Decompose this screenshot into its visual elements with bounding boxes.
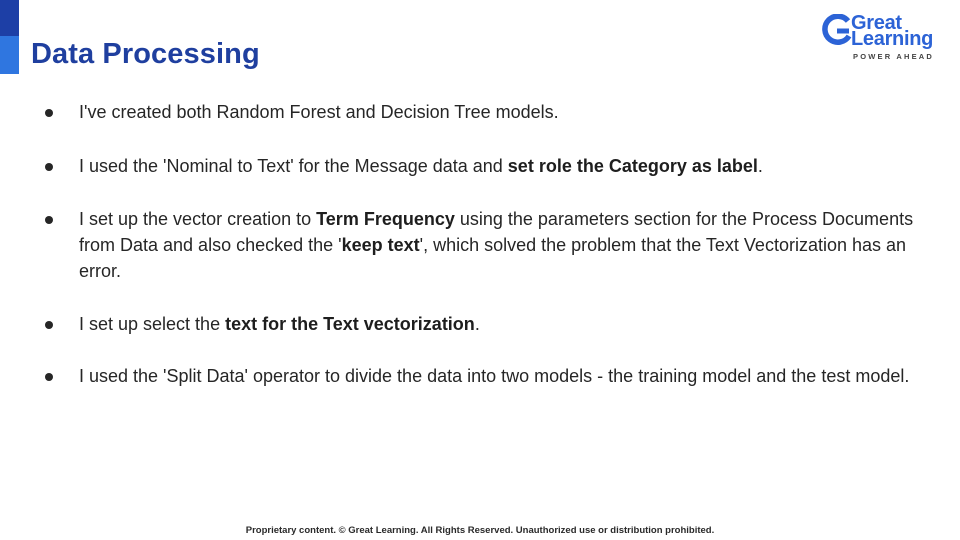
bullet-text-5: I used the 'Split Data' operator to divide the data into two models - the training model and the test model. bbox=[79, 366, 910, 386]
logo-word-great: Great bbox=[851, 12, 902, 34]
logo-tagline: POWER AHEAD bbox=[853, 52, 935, 61]
accent-bar-dark bbox=[0, 0, 19, 36]
bullet-text-3b: Term Frequency bbox=[316, 209, 455, 229]
bullet-text-2a: I used the 'Nominal to Text' for the Message data and bbox=[79, 156, 508, 176]
great-learning-logo bbox=[820, 12, 945, 64]
bullet-dot-icon bbox=[45, 216, 53, 224]
bullet-text-3e: ', which solved the problem that the Text Vectorization has an error. bbox=[79, 235, 907, 281]
bullet-item-1 bbox=[79, 99, 929, 125]
bullet-text-1: I've created both Random Forest and Decision Tree models. bbox=[79, 102, 559, 122]
logo-word-learning: Learning bbox=[851, 28, 934, 50]
accent-bar-light bbox=[0, 36, 19, 74]
bullet-text-2c: . bbox=[757, 156, 763, 176]
bullet-dot-icon bbox=[45, 321, 53, 329]
bullet-item-4 bbox=[79, 311, 929, 337]
bullet-text-3a: I set up the vector creation to bbox=[79, 209, 317, 229]
bullet-text-4a: I set up select the bbox=[79, 314, 226, 334]
bullet-dot-icon bbox=[45, 163, 53, 171]
footer-copyright: Proprietary content. © Great Learning. All Rights Reserved. Unauthorized use or distribution prohibited. bbox=[245, 525, 715, 536]
bullet-text-3d: keep text bbox=[341, 235, 420, 255]
bullet-text-2b: set role the Category as label bbox=[507, 156, 758, 176]
bullet-item-3 bbox=[79, 206, 929, 284]
bullet-text-4b: text for the Text vectorization bbox=[225, 314, 475, 334]
bullet-item-2 bbox=[79, 153, 929, 179]
bullet-dot-icon bbox=[45, 373, 53, 381]
logo-g-icon bbox=[822, 14, 852, 48]
bullet-item-5 bbox=[79, 363, 929, 389]
bullet-text-3c: using the parameters section for the Process Documents from Data and also checked the ' bbox=[79, 209, 914, 255]
page-title: Data Processing bbox=[31, 38, 260, 70]
bullet-text-4c: . bbox=[474, 314, 480, 334]
bullet-dot-icon bbox=[45, 109, 53, 117]
